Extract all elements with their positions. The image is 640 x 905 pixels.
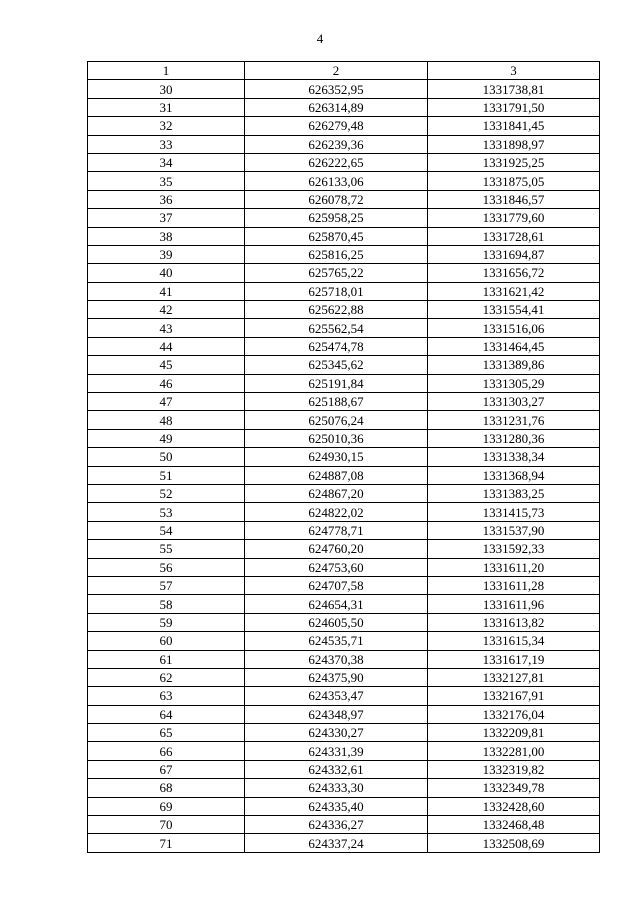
point-number-cell: 44 xyxy=(88,337,245,355)
y-coordinate-cell: 1331611,28 xyxy=(428,576,600,594)
table-header xyxy=(88,62,600,80)
point-number-cell: 66 xyxy=(88,742,245,760)
y-coordinate-cell: 1331898,97 xyxy=(428,135,600,153)
x-coordinate-cell: 624332,61 xyxy=(245,760,428,778)
x-coordinate-cell: 626078,72 xyxy=(245,190,428,208)
point-number-cell: 70 xyxy=(88,816,245,834)
table-row xyxy=(88,356,600,374)
point-number-cell: 40 xyxy=(88,264,245,282)
x-coordinate-cell: 624760,20 xyxy=(245,540,428,558)
y-coordinate-cell: 1331615,34 xyxy=(428,632,600,650)
x-coordinate-cell: 624336,27 xyxy=(245,816,428,834)
table-row xyxy=(88,448,600,466)
x-coordinate-cell: 624822,02 xyxy=(245,503,428,521)
x-coordinate-cell: 624605,50 xyxy=(245,613,428,631)
point-number-cell: 65 xyxy=(88,724,245,742)
table-row xyxy=(88,429,600,447)
table-row xyxy=(88,319,600,337)
y-coordinate-cell: 1332209,81 xyxy=(428,724,600,742)
table-row xyxy=(88,724,600,742)
x-coordinate-cell: 624887,08 xyxy=(245,466,428,484)
table-row xyxy=(88,521,600,539)
y-coordinate-cell: 1331383,25 xyxy=(428,484,600,502)
page-number: 4 xyxy=(316,31,324,46)
x-coordinate-cell: 624370,38 xyxy=(245,650,428,668)
point-number-cell: 71 xyxy=(88,834,245,852)
x-coordinate-cell: 624333,30 xyxy=(245,779,428,797)
y-coordinate-cell: 1331537,90 xyxy=(428,521,600,539)
table-row xyxy=(88,411,600,429)
table-row xyxy=(88,816,600,834)
point-number-cell: 57 xyxy=(88,576,245,594)
table-row xyxy=(88,632,600,650)
y-coordinate-cell: 1331846,57 xyxy=(428,190,600,208)
point-number-cell: 52 xyxy=(88,484,245,502)
y-coordinate-cell: 1331592,33 xyxy=(428,540,600,558)
point-number-cell: 60 xyxy=(88,632,245,650)
table-row xyxy=(88,779,600,797)
point-number-cell: 33 xyxy=(88,135,245,153)
x-coordinate-cell: 625622,88 xyxy=(245,301,428,319)
x-coordinate-cell: 624348,97 xyxy=(245,705,428,723)
table-row xyxy=(88,705,600,723)
x-coordinate-cell: 625718,01 xyxy=(245,282,428,300)
table-row xyxy=(88,172,600,190)
point-number-cell: 68 xyxy=(88,779,245,797)
table-row xyxy=(88,393,600,411)
point-number-cell: 32 xyxy=(88,117,245,135)
y-coordinate-cell: 1331464,45 xyxy=(428,337,600,355)
table-row xyxy=(88,374,600,392)
header-cell-y: 3 xyxy=(428,62,600,80)
point-number-cell: 55 xyxy=(88,540,245,558)
x-coordinate-cell: 624330,27 xyxy=(245,724,428,742)
table-row xyxy=(88,135,600,153)
point-number-cell: 34 xyxy=(88,153,245,171)
point-number-cell: 35 xyxy=(88,172,245,190)
y-coordinate-cell: 1331303,27 xyxy=(428,393,600,411)
y-coordinate-cell: 1331613,82 xyxy=(428,613,600,631)
y-coordinate-cell: 1332167,91 xyxy=(428,687,600,705)
x-coordinate-cell: 626279,48 xyxy=(245,117,428,135)
x-coordinate-cell: 624753,60 xyxy=(245,558,428,576)
y-coordinate-cell: 1332176,04 xyxy=(428,705,600,723)
point-number-cell: 51 xyxy=(88,466,245,484)
x-coordinate-cell: 625765,22 xyxy=(245,264,428,282)
point-number-cell: 37 xyxy=(88,209,245,227)
point-number-cell: 56 xyxy=(88,558,245,576)
y-coordinate-cell: 1331738,81 xyxy=(428,80,600,98)
y-coordinate-cell: 1332349,78 xyxy=(428,779,600,797)
table-row xyxy=(88,209,600,227)
y-coordinate-cell: 1332127,81 xyxy=(428,668,600,686)
point-number-cell: 43 xyxy=(88,319,245,337)
y-coordinate-cell: 1331611,20 xyxy=(428,558,600,576)
y-coordinate-cell: 1331611,96 xyxy=(428,595,600,613)
y-coordinate-cell: 1331694,87 xyxy=(428,245,600,263)
point-number-cell: 45 xyxy=(88,356,245,374)
y-coordinate-cell: 1331280,36 xyxy=(428,429,600,447)
x-coordinate-cell: 624930,15 xyxy=(245,448,428,466)
point-number-cell: 64 xyxy=(88,705,245,723)
x-coordinate-cell: 625345,62 xyxy=(245,356,428,374)
y-coordinate-cell: 1332319,82 xyxy=(428,760,600,778)
y-coordinate-cell: 1332508,69 xyxy=(428,834,600,852)
x-coordinate-cell: 624535,71 xyxy=(245,632,428,650)
table-row xyxy=(88,797,600,815)
point-number-cell: 59 xyxy=(88,613,245,631)
point-number-cell: 47 xyxy=(88,393,245,411)
point-number-cell: 42 xyxy=(88,301,245,319)
table-row xyxy=(88,687,600,705)
table-row xyxy=(88,466,600,484)
header-row xyxy=(88,62,600,80)
point-number-cell: 62 xyxy=(88,668,245,686)
table-row xyxy=(88,337,600,355)
x-coordinate-cell: 624337,24 xyxy=(245,834,428,852)
y-coordinate-cell: 1331728,61 xyxy=(428,227,600,245)
x-coordinate-cell: 625010,36 xyxy=(245,429,428,447)
y-coordinate-cell: 1331231,76 xyxy=(428,411,600,429)
table-row xyxy=(88,245,600,263)
table-body xyxy=(88,80,600,852)
y-coordinate-cell: 1331389,86 xyxy=(428,356,600,374)
x-coordinate-cell: 625474,78 xyxy=(245,337,428,355)
x-coordinate-cell: 626239,36 xyxy=(245,135,428,153)
table-row xyxy=(88,503,600,521)
y-coordinate-cell: 1331779,60 xyxy=(428,209,600,227)
y-coordinate-cell: 1331621,42 xyxy=(428,282,600,300)
point-number-cell: 48 xyxy=(88,411,245,429)
y-coordinate-cell: 1332428,60 xyxy=(428,797,600,815)
y-coordinate-cell: 1331791,50 xyxy=(428,98,600,116)
x-coordinate-cell: 625816,25 xyxy=(245,245,428,263)
table-row xyxy=(88,190,600,208)
table-row xyxy=(88,282,600,300)
table-row xyxy=(88,613,600,631)
table-row xyxy=(88,540,600,558)
table-row xyxy=(88,834,600,852)
coordinates-table xyxy=(87,61,600,853)
y-coordinate-cell: 1331841,45 xyxy=(428,117,600,135)
point-number-cell: 49 xyxy=(88,429,245,447)
x-coordinate-cell: 625562,54 xyxy=(245,319,428,337)
table-row xyxy=(88,668,600,686)
x-coordinate-cell: 624867,20 xyxy=(245,484,428,502)
y-coordinate-cell: 1332468,48 xyxy=(428,816,600,834)
point-number-cell: 39 xyxy=(88,245,245,263)
table-row xyxy=(88,98,600,116)
x-coordinate-cell: 624707,58 xyxy=(245,576,428,594)
point-number-cell: 46 xyxy=(88,374,245,392)
y-coordinate-cell: 1331875,05 xyxy=(428,172,600,190)
point-number-cell: 67 xyxy=(88,760,245,778)
x-coordinate-cell: 624375,90 xyxy=(245,668,428,686)
header-cell-point-number: 1 xyxy=(88,62,245,80)
point-number-cell: 30 xyxy=(88,80,245,98)
y-coordinate-cell: 1331656,72 xyxy=(428,264,600,282)
point-number-cell: 31 xyxy=(88,98,245,116)
point-number-cell: 50 xyxy=(88,448,245,466)
x-coordinate-cell: 625076,24 xyxy=(245,411,428,429)
x-coordinate-cell: 626222,65 xyxy=(245,153,428,171)
x-coordinate-cell: 624654,31 xyxy=(245,595,428,613)
table-row xyxy=(88,117,600,135)
point-number-cell: 54 xyxy=(88,521,245,539)
y-coordinate-cell: 1331554,41 xyxy=(428,301,600,319)
x-coordinate-cell: 625958,25 xyxy=(245,209,428,227)
x-coordinate-cell: 625870,45 xyxy=(245,227,428,245)
y-coordinate-cell: 1331368,94 xyxy=(428,466,600,484)
table-row xyxy=(88,576,600,594)
point-number-cell: 53 xyxy=(88,503,245,521)
x-coordinate-cell: 624335,40 xyxy=(245,797,428,815)
x-coordinate-cell: 624778,71 xyxy=(245,521,428,539)
x-coordinate-cell: 624353,47 xyxy=(245,687,428,705)
table-row xyxy=(88,742,600,760)
x-coordinate-cell: 626133,06 xyxy=(245,172,428,190)
y-coordinate-cell: 1331516,06 xyxy=(428,319,600,337)
y-coordinate-cell: 1331338,34 xyxy=(428,448,600,466)
y-coordinate-cell: 1331415,73 xyxy=(428,503,600,521)
point-number-cell: 63 xyxy=(88,687,245,705)
x-coordinate-cell: 624331,39 xyxy=(245,742,428,760)
x-coordinate-cell: 626314,89 xyxy=(245,98,428,116)
table-row xyxy=(88,227,600,245)
header-cell-x: 2 xyxy=(245,62,428,80)
point-number-cell: 58 xyxy=(88,595,245,613)
y-coordinate-cell: 1331305,29 xyxy=(428,374,600,392)
point-number-cell: 69 xyxy=(88,797,245,815)
table-row xyxy=(88,80,600,98)
table-row xyxy=(88,595,600,613)
table-row xyxy=(88,264,600,282)
x-coordinate-cell: 625191,84 xyxy=(245,374,428,392)
table-row xyxy=(88,301,600,319)
table-row xyxy=(88,153,600,171)
x-coordinate-cell: 626352,95 xyxy=(245,80,428,98)
y-coordinate-cell: 1331617,19 xyxy=(428,650,600,668)
point-number-cell: 38 xyxy=(88,227,245,245)
y-coordinate-cell: 1331925,25 xyxy=(428,153,600,171)
table-row xyxy=(88,558,600,576)
table-row xyxy=(88,484,600,502)
x-coordinate-cell: 625188,67 xyxy=(245,393,428,411)
point-number-cell: 41 xyxy=(88,282,245,300)
y-coordinate-cell: 1332281,00 xyxy=(428,742,600,760)
point-number-cell: 61 xyxy=(88,650,245,668)
point-number-cell: 36 xyxy=(88,190,245,208)
table-row xyxy=(88,650,600,668)
table-row xyxy=(88,760,600,778)
